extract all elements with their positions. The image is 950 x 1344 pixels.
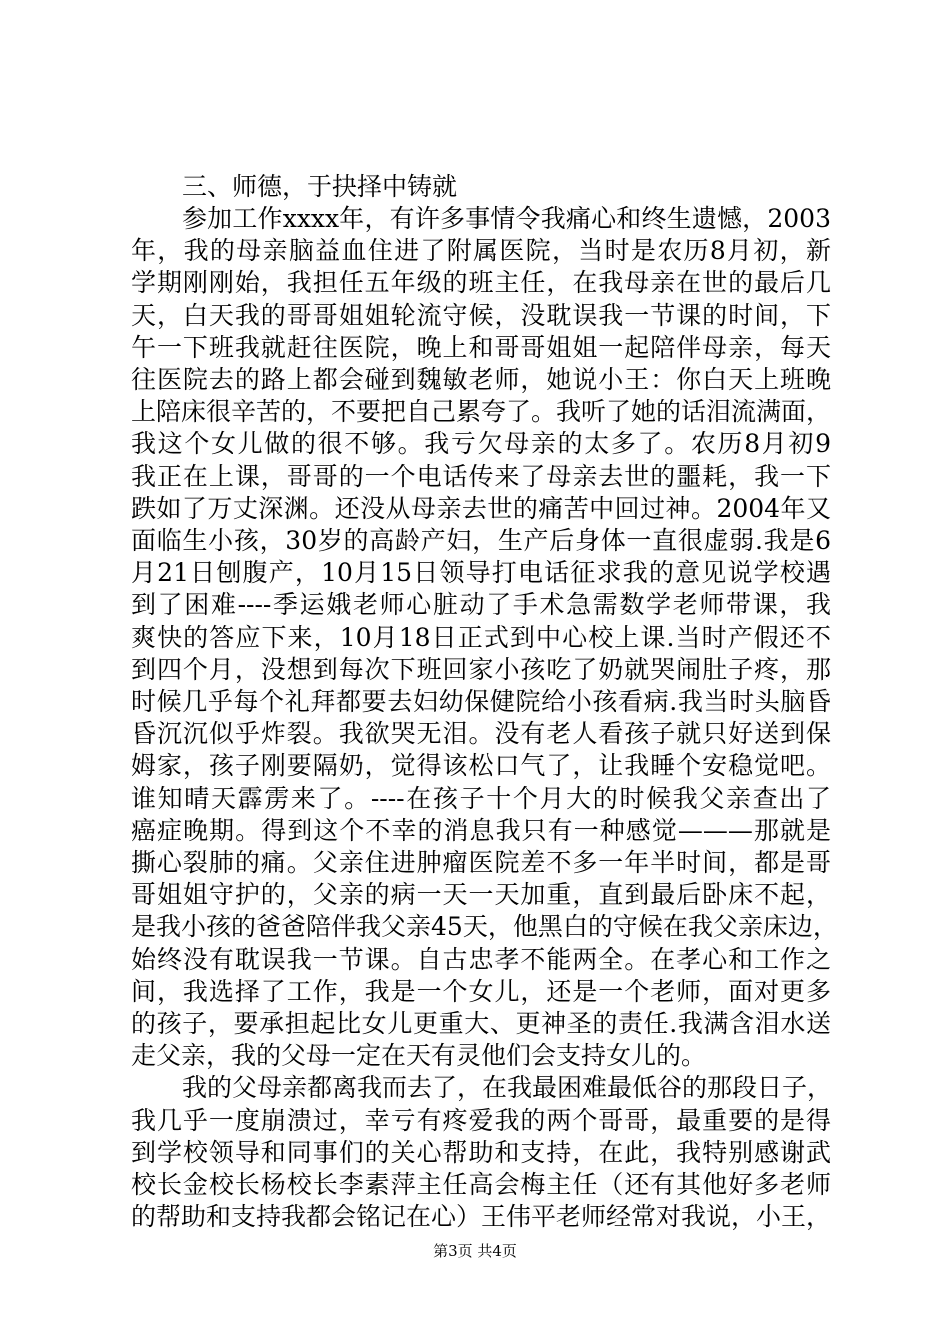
text-line: 到学校领导和同事们的关心帮助和支持，在此，我特别感谢武 xyxy=(131,1137,831,1167)
text-line: 到了困难----季运娥老师心脏动了手术急需数学老师带课，我 xyxy=(131,590,831,620)
text-line: 昏沉沉似乎炸裂。我欲哭无泪。没有老人看孩子就只好送到保 xyxy=(131,719,831,749)
text-line: 参加工作xxxx年，有许多事情令我痛心和终生遗憾，2003 xyxy=(182,204,831,233)
text-line: 始终没有耽误我一节课。自古忠孝不能两全。在孝心和工作之 xyxy=(131,944,831,974)
text-line: 是我小孩的爸爸陪伴我父亲45天，他黑白的守候在我父亲床边， xyxy=(131,912,838,942)
text-line: 的帮助和支持我都会铭记在心）王伟平老师经常对我说，小王， xyxy=(131,1202,832,1232)
document-body xyxy=(131,171,838,1234)
text-line: 谁知晴天霹雳来了。----在孩子十个月大的时候我父亲查出了 xyxy=(131,783,831,813)
text-line: 校长金校长杨校长李素萍主任高会梅主任（还有其他好多老师 xyxy=(131,1170,831,1200)
text-line: 撕心裂肺的痛。父亲住进肿瘤医院差不多一年半时间，都是哥 xyxy=(131,848,831,878)
text-line: 年，我的母亲脑益血住进了附属医院，当时是农历8月初，新 xyxy=(131,236,831,266)
text-line: 学期刚刚始，我担任五年级的班主任，在我母亲在世的最后几 xyxy=(131,268,831,298)
text-line: 往医院去的路上都会碰到魏敏老师，她说小王：你白天上班晚 xyxy=(131,365,831,395)
text-line: 走父亲，我的父母一定在天有灵他们会支持女儿的。 xyxy=(131,1041,707,1071)
paragraph-container xyxy=(131,203,838,1234)
section-heading: 三、师德，于抉择中铸就 xyxy=(182,172,458,201)
text-line: 我这个女儿做的很不够。我亏欠母亲的太多了。农历8月初9 xyxy=(131,429,831,459)
text-line: 我的父母亲都离我而去了，在我最困难最低谷的那段日子， xyxy=(182,1073,833,1103)
paragraph xyxy=(131,1072,831,1233)
text-line: 我几乎一度崩溃过，幸亏有疼爱我的两个哥哥，最重要的是得 xyxy=(131,1105,831,1135)
text-line: 哥姐姐守护的，父亲的病一天一天加重，直到最后卧床不起， xyxy=(131,880,831,910)
text-line: 天，白天我的哥哥姐姐轮流守候，没耽误我一节课的时间，下 xyxy=(131,300,831,330)
text-line: 午一下班我就赶往医院，晚上和哥哥姐姐一起陪伴母亲，每天 xyxy=(131,332,831,362)
text-line: 姆家，孩子刚要隔奶，觉得该松口气了，让我睡个安稳觉吧。 xyxy=(131,751,831,781)
text-line: 上陪床很辛苦的，不要把自己累夸了。我听了她的话泪流满面， xyxy=(131,397,832,427)
text-line: 的孩子，要承担起比女儿更重大、更神圣的责任.我满含泪水送 xyxy=(131,1009,831,1039)
text-line: 面临生小孩，30岁的高龄产妇，生产后身体一直很虚弱.我是6 xyxy=(131,526,831,556)
text-line: 我正在上课，哥哥的一个电话传来了母亲去世的噩耗，我一下 xyxy=(131,461,831,491)
text-line: 间，我选择了工作，我是一个女儿，还是一个老师，面对更多 xyxy=(131,976,831,1006)
paragraph xyxy=(131,203,838,1072)
text-line: 癌症晚期。得到这个不幸的消息我只有一种感觉———那就是 xyxy=(131,815,831,845)
text-line: 时候几乎每个礼拜都要去妇幼保健院给小孩看病.我当时头脑昏 xyxy=(131,687,831,717)
page-footer: 第3页 共4页 xyxy=(433,1242,517,1260)
text-line: 爽快的答应下来，10月18日正式到中心校上课.当时产假还不 xyxy=(131,622,831,652)
text-line: 到四个月，没想到每次下班回家小孩吃了奶就哭闹肚子疼，那 xyxy=(131,654,831,684)
text-line: 月21日刨腹产，10月15日领导打电话征求我的意见说学校遇 xyxy=(131,558,831,588)
text-line: 跌如了万丈深渊。还没从母亲去世的痛苦中回过神。2004年又 xyxy=(131,493,831,523)
